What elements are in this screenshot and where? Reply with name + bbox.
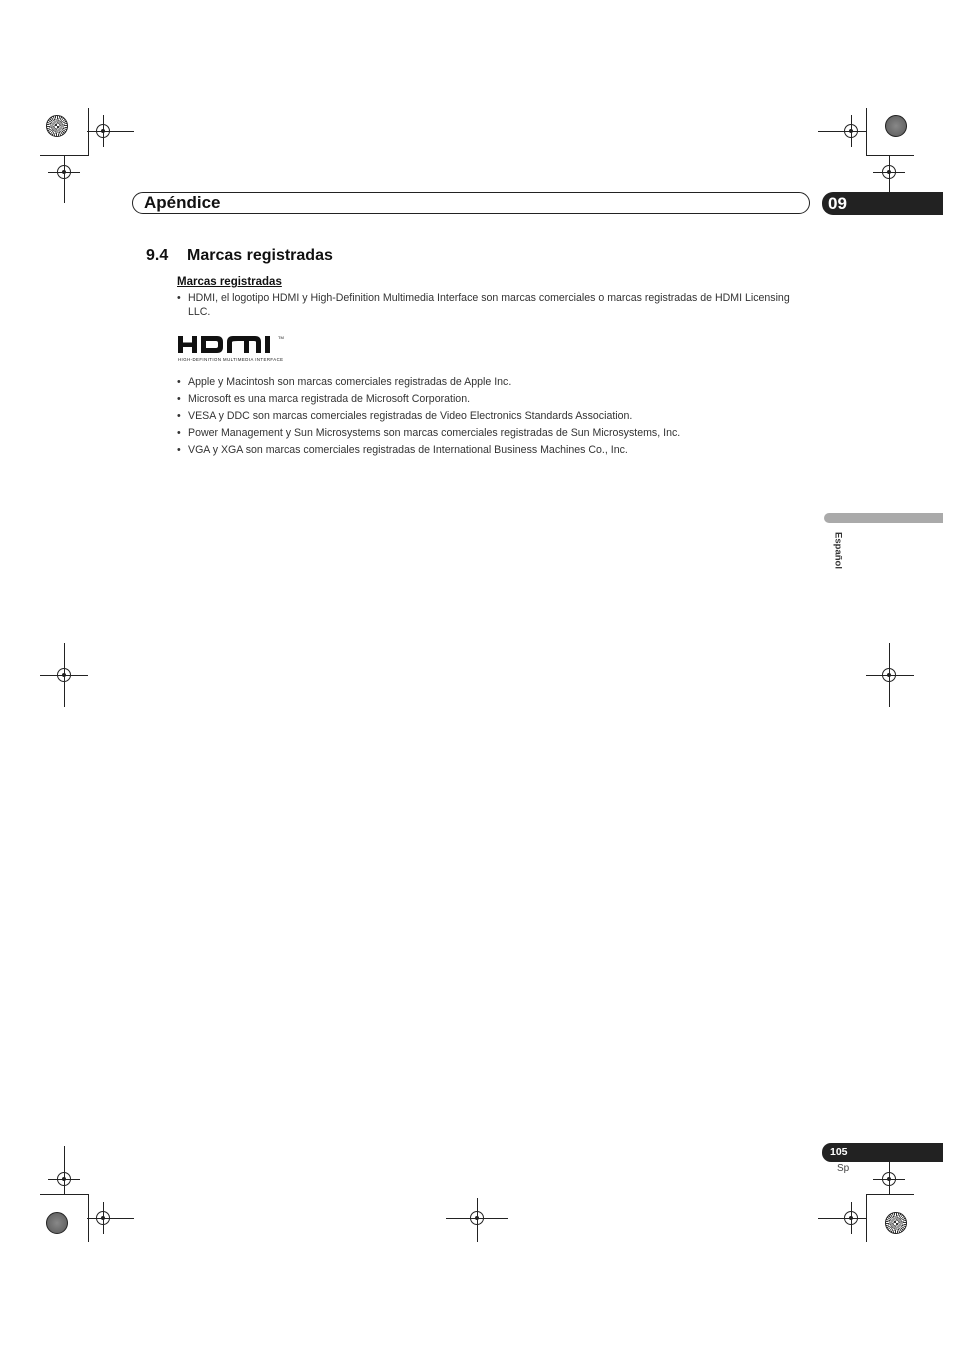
crosshair-icon (844, 124, 858, 138)
list-item (177, 292, 807, 319)
list-item (177, 393, 807, 407)
registration-target-icon (885, 115, 907, 137)
chapter-title: Apéndice (144, 193, 221, 212)
list-item-text: VESA y DDC son marcas comerciales registradas de Video Electronics Standards Association. (188, 410, 633, 422)
crosshair-icon (57, 165, 71, 179)
crosshair-icon (844, 1211, 858, 1225)
crosshair-icon (882, 668, 896, 682)
hdmi-logo (177, 333, 295, 363)
crosshair-icon (882, 1172, 896, 1186)
registration-target-icon (885, 1212, 907, 1234)
header-bar (132, 192, 810, 214)
crosshair-icon (882, 165, 896, 179)
crosshair-icon (57, 668, 71, 682)
list-item (177, 410, 807, 424)
list-item-text: Microsoft es una marca registrada de Microsoft Corporation. (188, 393, 471, 405)
hdmi-tagline: HIGH-DEFINITION MULTIMEDIA INTERFACE (178, 357, 283, 362)
page-number: 105 (830, 1146, 848, 1158)
list-item (177, 427, 807, 441)
list-item-text: Apple y Macintosh son marcas comerciales registradas de Apple Inc. (188, 376, 512, 388)
list-item (177, 376, 807, 390)
list-item-text: VGA y XGA son marcas comerciales registradas de International Business Machines Co., Inc. (188, 444, 628, 456)
crosshair-icon (57, 1172, 71, 1186)
list-item (177, 444, 807, 458)
list-item-text: HDMI, el logotipo HDMI y High-Definition Multimedia Interface son marcas comerciales o marcas registradas de HDMI Licensing LLC. (188, 292, 790, 318)
bullet-icon: • (177, 427, 181, 439)
bullet-icon: • (177, 444, 181, 456)
bullet-icon: • (177, 410, 181, 422)
registration-target-icon (46, 1212, 68, 1234)
crosshair-icon (470, 1211, 484, 1225)
section-heading (146, 247, 333, 265)
crosshair-icon (96, 1211, 110, 1225)
section-number: 9.4 (146, 247, 169, 264)
registration-target-icon (46, 115, 68, 137)
bullet-icon: • (177, 376, 181, 388)
bullet-icon: • (177, 292, 181, 304)
language-tab (824, 513, 943, 523)
section-title: Marcas registradas (187, 247, 333, 264)
chapter-number: 09 (828, 194, 847, 213)
list-item-text: Power Management y Sun Microsystems son marcas comerciales registradas de Sun Microsystems, Inc. (188, 427, 681, 439)
subsection-title: Marcas registradas (177, 276, 282, 288)
crosshair-icon (96, 124, 110, 138)
page-language-code: Sp (837, 1163, 850, 1174)
trademark-mark: TM (278, 335, 284, 340)
bullet-icon: • (177, 393, 181, 405)
language-label: Español (832, 532, 844, 569)
